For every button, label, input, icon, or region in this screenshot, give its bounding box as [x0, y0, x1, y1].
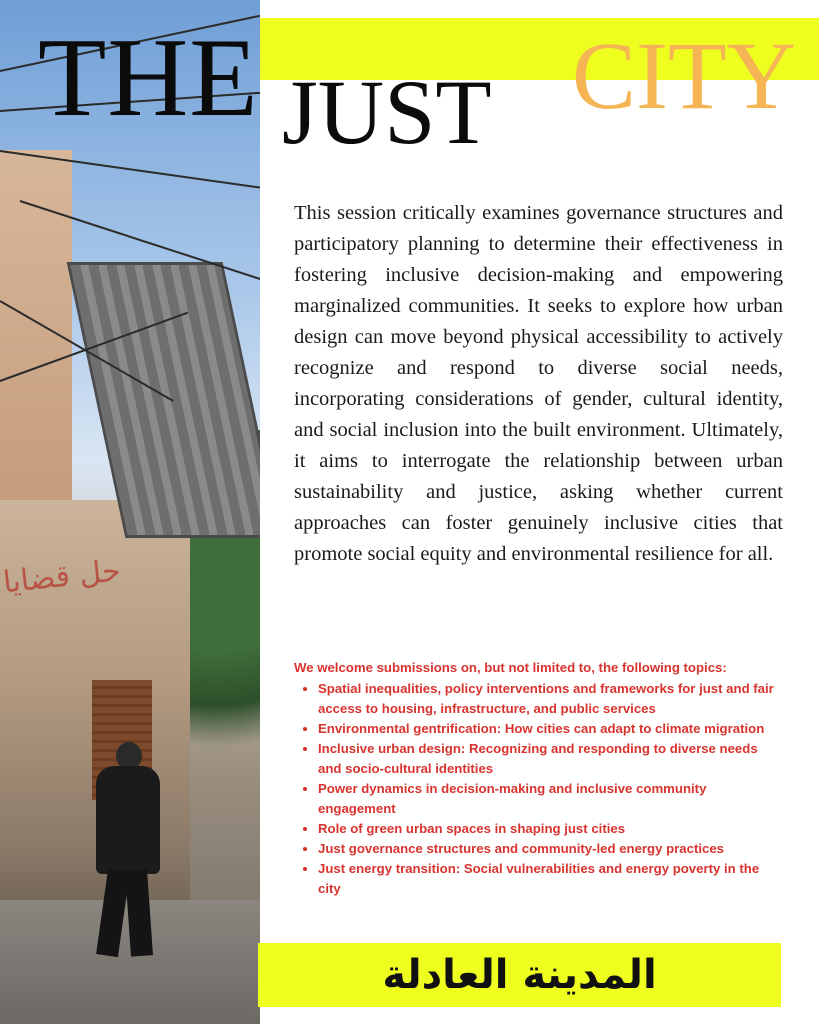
topics-list — [294, 679, 782, 899]
topics-section — [294, 658, 782, 899]
list-item: • Role of green urban spaces in shaping just cities — [318, 819, 782, 839]
metal-awning — [67, 262, 260, 538]
walking-person — [92, 742, 164, 960]
title-word-city: CITY — [572, 22, 796, 129]
street-photo — [0, 0, 260, 1024]
title-word-just: JUST — [282, 61, 492, 163]
list-item: • Just energy transition: Social vulnerabilities and energy poverty in the city — [318, 859, 782, 899]
title-word-the: THE — [38, 16, 259, 140]
list-item: • Power dynamics in decision-making and inclusive community engagement — [318, 779, 782, 819]
list-item: • Environmental gentrification: How cities can adapt to climate migration — [318, 719, 782, 739]
list-item: • Just governance structures and community-led energy practices — [318, 839, 782, 859]
list-item: • Inclusive urban design: Recognizing and responding to diverse needs and socio-cultural identities — [318, 739, 782, 779]
list-item: • Spatial inequalities, policy interventions and frameworks for just and fair access to housing, infrastructure, and public services — [318, 679, 782, 719]
session-description: This session critically examines governance structures and participatory planning to determine their effectiveness in fostering inclusive decision-making and empowering marginalized communities. It seeks to explore how urban design can move beyond physical accessibility to actively recognize and respond to diverse social needs, incorporating considerations of gender, cultural identity, and social inclusion into the built environment. Ultimately, it aims to interrogate the relationship between urban sustainability and justice, asking whether current approaches can foster genuinely inclusive cities that promote social equity and environmental resilience for all. — [294, 202, 783, 565]
topics-intro: We welcome submissions on, but not limited to, the following topics: — [294, 660, 727, 675]
wall-graffiti: حل قضايا — [1, 553, 123, 601]
arabic-title: المدينة العادلة — [382, 952, 657, 998]
